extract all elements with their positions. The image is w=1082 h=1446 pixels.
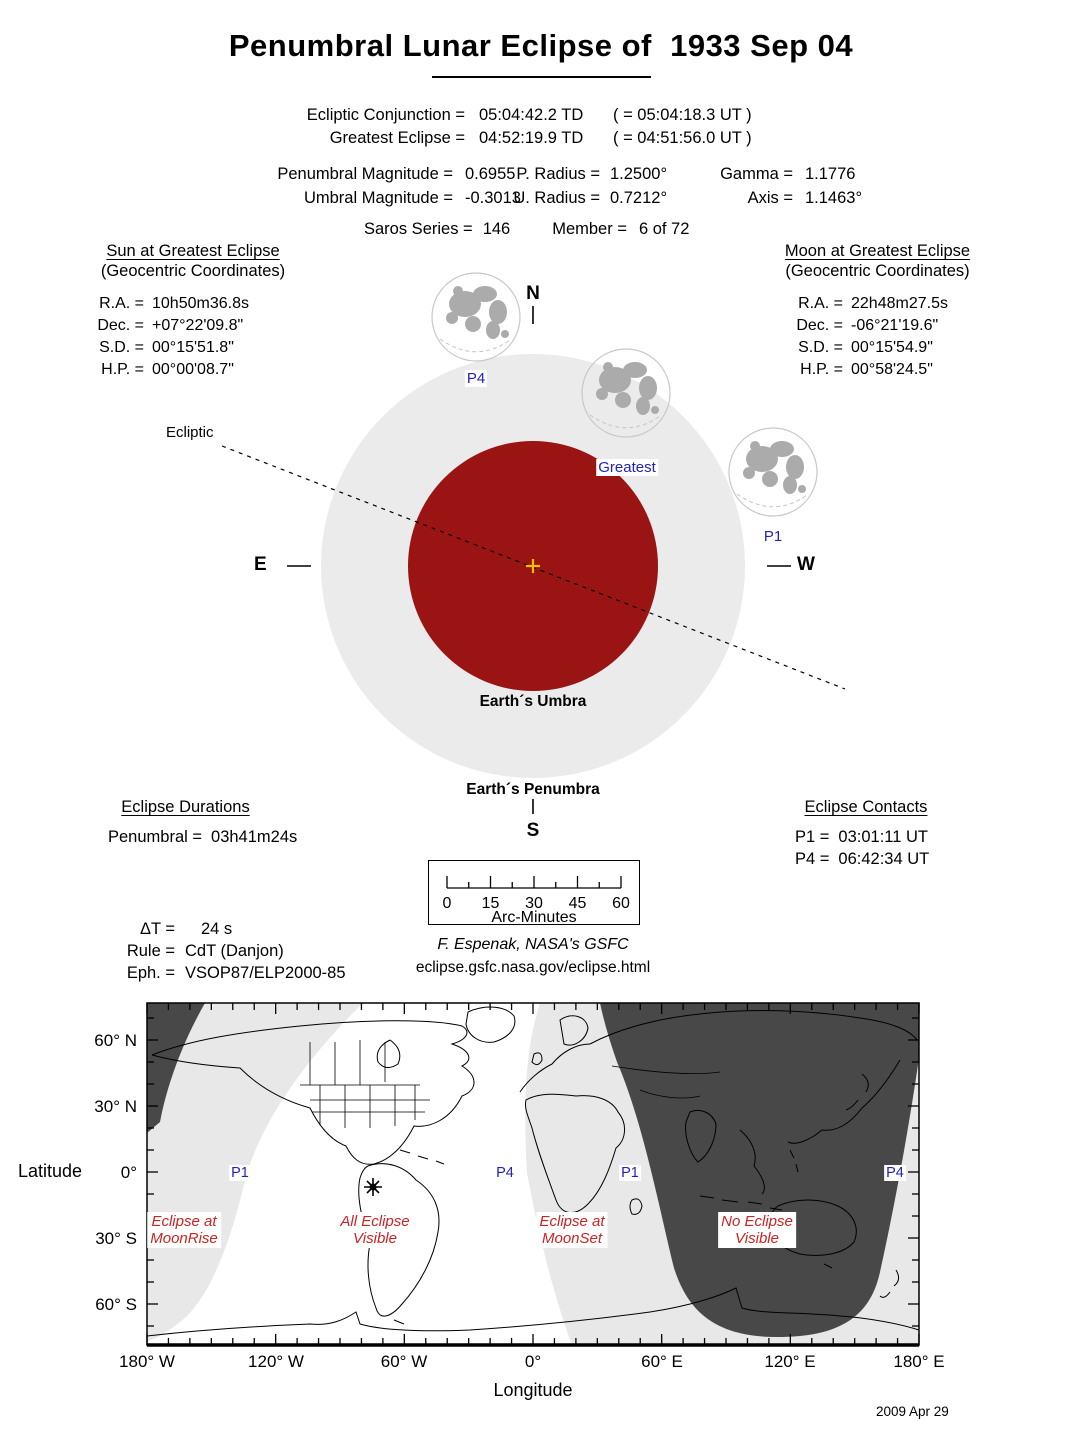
rule-value: CdT (Danjon) xyxy=(185,942,284,960)
region-label-no-eclipse xyxy=(718,1212,796,1248)
map-p4-label-east: P4 xyxy=(886,1165,904,1181)
scalebar-tick-0: 0 xyxy=(442,895,452,912)
penumbral-magnitude-label: Penumbral Magnitude = xyxy=(277,165,453,183)
greatest-label: Greatest Eclipse = xyxy=(329,129,465,147)
region-label-moonset-line2: MoonSet xyxy=(541,1230,603,1247)
saros-row xyxy=(364,220,689,239)
region-label-no-eclipse-line1: No Eclipse xyxy=(721,1213,793,1230)
delta-t-row xyxy=(60,918,346,940)
moon-sd-label: S.D. = xyxy=(798,339,843,356)
greatest-row xyxy=(285,127,752,150)
region-label-moonrise-line1: Eclipse at xyxy=(151,1213,217,1230)
west-label: W xyxy=(797,554,815,575)
north-label: N xyxy=(526,283,540,304)
east-label: E xyxy=(254,554,267,575)
p-radius-value: 1.2500° xyxy=(610,165,668,183)
durations-block xyxy=(108,798,263,817)
umbral-magnitude-label: Umbral Magnitude = xyxy=(303,189,453,207)
ephemeris-value: VSOP87/ELP2000-85 xyxy=(185,964,346,982)
moon-ra-label: R.A. = xyxy=(798,295,843,312)
axis-label: Axis = xyxy=(747,189,793,207)
region-label-moonset-line1: Eclipse at xyxy=(539,1213,605,1230)
conjunction-row xyxy=(285,104,752,127)
moon-ra-value: 22h48m27.5s xyxy=(851,295,948,312)
saros-member-label: Member = xyxy=(552,220,627,238)
sun-dec-label: Dec. = xyxy=(97,317,144,334)
map-p4-label-west: P4 xyxy=(496,1165,514,1181)
gamma-value: 1.1776 xyxy=(805,165,856,183)
title-underline xyxy=(432,76,651,78)
sun-ra-value: 10h50m36.8s xyxy=(152,295,249,312)
credit-url: eclipse.gsfc.nasa.gov/eclipse.html xyxy=(415,959,651,976)
penumbra-label: Earth´s Penumbra xyxy=(463,781,603,799)
lat-tick-30s: 30° S xyxy=(95,1229,137,1248)
contacts-block xyxy=(790,798,942,817)
moon-sd-value: 00°15'54.9" xyxy=(851,339,933,356)
penumbral-duration-label: Penumbral = xyxy=(108,828,203,846)
gamma-row xyxy=(705,162,862,186)
lon-tick-180e: 180° E xyxy=(893,1352,945,1371)
eclipse-times xyxy=(285,104,752,150)
penumbral-duration-value: 03h41m24s xyxy=(211,828,298,846)
scalebar-tick-60: 60 xyxy=(612,895,630,912)
conjunction-label: Ecliptic Conjunction = xyxy=(306,106,465,124)
region-label-moonrise xyxy=(147,1212,221,1248)
rule-row xyxy=(60,940,346,962)
penumbral-magnitude-row xyxy=(205,162,521,186)
lon-tick-180w: 180° W xyxy=(119,1352,175,1371)
lat-tick-60s: 60° S xyxy=(95,1295,137,1314)
scalebar-tick-15: 15 xyxy=(481,895,500,912)
map-p1-label-west: P1 xyxy=(231,1165,249,1181)
page-title: Penumbral Lunar Eclipse of 1933 Sep 04 xyxy=(228,28,854,63)
sun-hp-label: H.P. = xyxy=(101,361,144,378)
region-label-all-visible-line1: All Eclipse xyxy=(340,1213,410,1230)
contacts-title: Eclipse Contacts xyxy=(804,798,928,816)
region-label-all-visible xyxy=(337,1212,412,1248)
lat-tick-60n: 60° N xyxy=(94,1031,137,1050)
contact-p1-label: P1 = xyxy=(795,828,830,846)
south-label: S xyxy=(526,820,540,841)
lat-tick-30n: 30° N xyxy=(94,1097,137,1116)
moon-hp-value: 00°58'24.5" xyxy=(851,361,933,378)
conjunction-ut: ( = 05:04:18.3 UT ) xyxy=(613,106,752,124)
scalebar-tick-45: 45 xyxy=(568,895,587,912)
saros-member-value: 6 of 72 xyxy=(638,220,690,238)
delta-t-label: ΔT = xyxy=(139,920,175,938)
lon-tick-120w: 120° W xyxy=(248,1352,304,1371)
scalebar-tick-30: 30 xyxy=(525,895,543,912)
p-radius-row xyxy=(500,162,667,186)
moon-block-subtitle: (Geocentric Coordinates) xyxy=(785,262,970,280)
penumbral-magnitude-value: 0.6955 xyxy=(465,165,516,183)
u-radius-value: 0.7212° xyxy=(610,189,668,207)
contact-p1-value: 03:01:11 UT xyxy=(838,828,928,846)
u-radius-label: U. Radius = xyxy=(513,189,600,207)
contact-p4-label: P4 = xyxy=(795,850,830,868)
axis-value: 1.1463° xyxy=(805,189,863,207)
figure-date: 2009 Apr 29 xyxy=(876,1404,949,1419)
gamma-label: Gamma = xyxy=(720,165,793,183)
sun-sd-label: S.D. = xyxy=(99,339,144,356)
region-label-moonset xyxy=(536,1212,607,1248)
magnitude-column xyxy=(205,162,521,210)
map-p1-label-east: P1 xyxy=(621,1165,639,1181)
saros-series-value: 146 xyxy=(482,220,511,238)
ecliptic-label: Ecliptic xyxy=(166,424,214,441)
scalebar-unit: Arc-Minutes xyxy=(491,909,577,925)
contact-p4-value: 06:42:34 UT xyxy=(838,850,930,868)
sun-ra-label: R.A. = xyxy=(99,295,144,312)
u-radius-row xyxy=(500,186,667,210)
durations-title: Eclipse Durations xyxy=(121,798,250,816)
greatest-ut: ( = 04:51:56.0 UT ) xyxy=(613,129,752,147)
moon-block-title: Moon at Greatest Eclipse xyxy=(784,242,971,260)
lon-tick-60w: 60° W xyxy=(380,1352,428,1371)
lon-tick-60e: 60° E xyxy=(641,1352,683,1371)
arc-minute-scalebar xyxy=(428,860,640,925)
ephemeris-label: Eph. = xyxy=(126,964,175,982)
longitude-axis-label: Longitude xyxy=(493,1380,573,1400)
conjunction-td: 05:04:42.2 TD xyxy=(479,106,584,124)
region-label-moonrise-line2: MoonRise xyxy=(150,1230,218,1247)
ephemeris-row xyxy=(60,962,346,984)
saros-series-label: Saros Series = xyxy=(364,220,473,238)
p-radius-label: P. Radius = xyxy=(516,165,600,183)
umbra-label: Earth´s Umbra xyxy=(479,693,587,710)
sun-dec-value: +07°22'09.8" xyxy=(152,317,244,334)
axis-row xyxy=(705,186,862,210)
sun-block-title: Sun at Greatest Eclipse xyxy=(106,242,280,260)
params-block xyxy=(60,918,346,984)
p4-contact-label: P4 xyxy=(466,370,486,387)
umbral-magnitude-row xyxy=(205,186,521,210)
moon-dec-value: -06°21'19.6" xyxy=(851,317,939,334)
region-label-all-visible-line2: Visible xyxy=(353,1230,397,1247)
moon-dec-label: Dec. = xyxy=(796,317,843,334)
contact-p1-row xyxy=(795,828,928,847)
moon-p4-graphic xyxy=(432,273,520,361)
credit-author: F. Espenak, NASA's GSFC xyxy=(437,936,629,953)
lat-tick-0: 0° xyxy=(120,1163,137,1182)
greatest-contact-label: Greatest xyxy=(598,459,656,476)
sun-block-subtitle: (Geocentric Coordinates) xyxy=(100,262,286,280)
gamma-column xyxy=(705,162,862,210)
penumbral-duration-row xyxy=(108,828,297,847)
p1-contact-label: P1 xyxy=(763,528,783,545)
region-label-no-eclipse-line2: Visible xyxy=(735,1230,779,1247)
greatest-td: 04:52:19.9 TD xyxy=(479,129,584,147)
sun-hp-value: 00°00'08.7" xyxy=(152,361,234,378)
shadow-diagram xyxy=(0,260,1082,860)
moon-p1-graphic xyxy=(729,428,817,516)
latitude-axis-label: Latitude xyxy=(18,1161,83,1181)
radius-column xyxy=(500,162,667,210)
sun-sd-value: 00°15'51.8" xyxy=(152,339,234,356)
rule-label: Rule = xyxy=(126,942,175,960)
delta-t-value: 24 s xyxy=(201,920,233,938)
lon-tick-0: 0° xyxy=(524,1352,542,1371)
umbral-magnitude-value: -0.3013 xyxy=(465,189,521,207)
moon-hp-label: H.P. = xyxy=(800,361,843,378)
lon-tick-120e: 120° E xyxy=(764,1352,816,1371)
contact-p4-row xyxy=(795,850,929,869)
